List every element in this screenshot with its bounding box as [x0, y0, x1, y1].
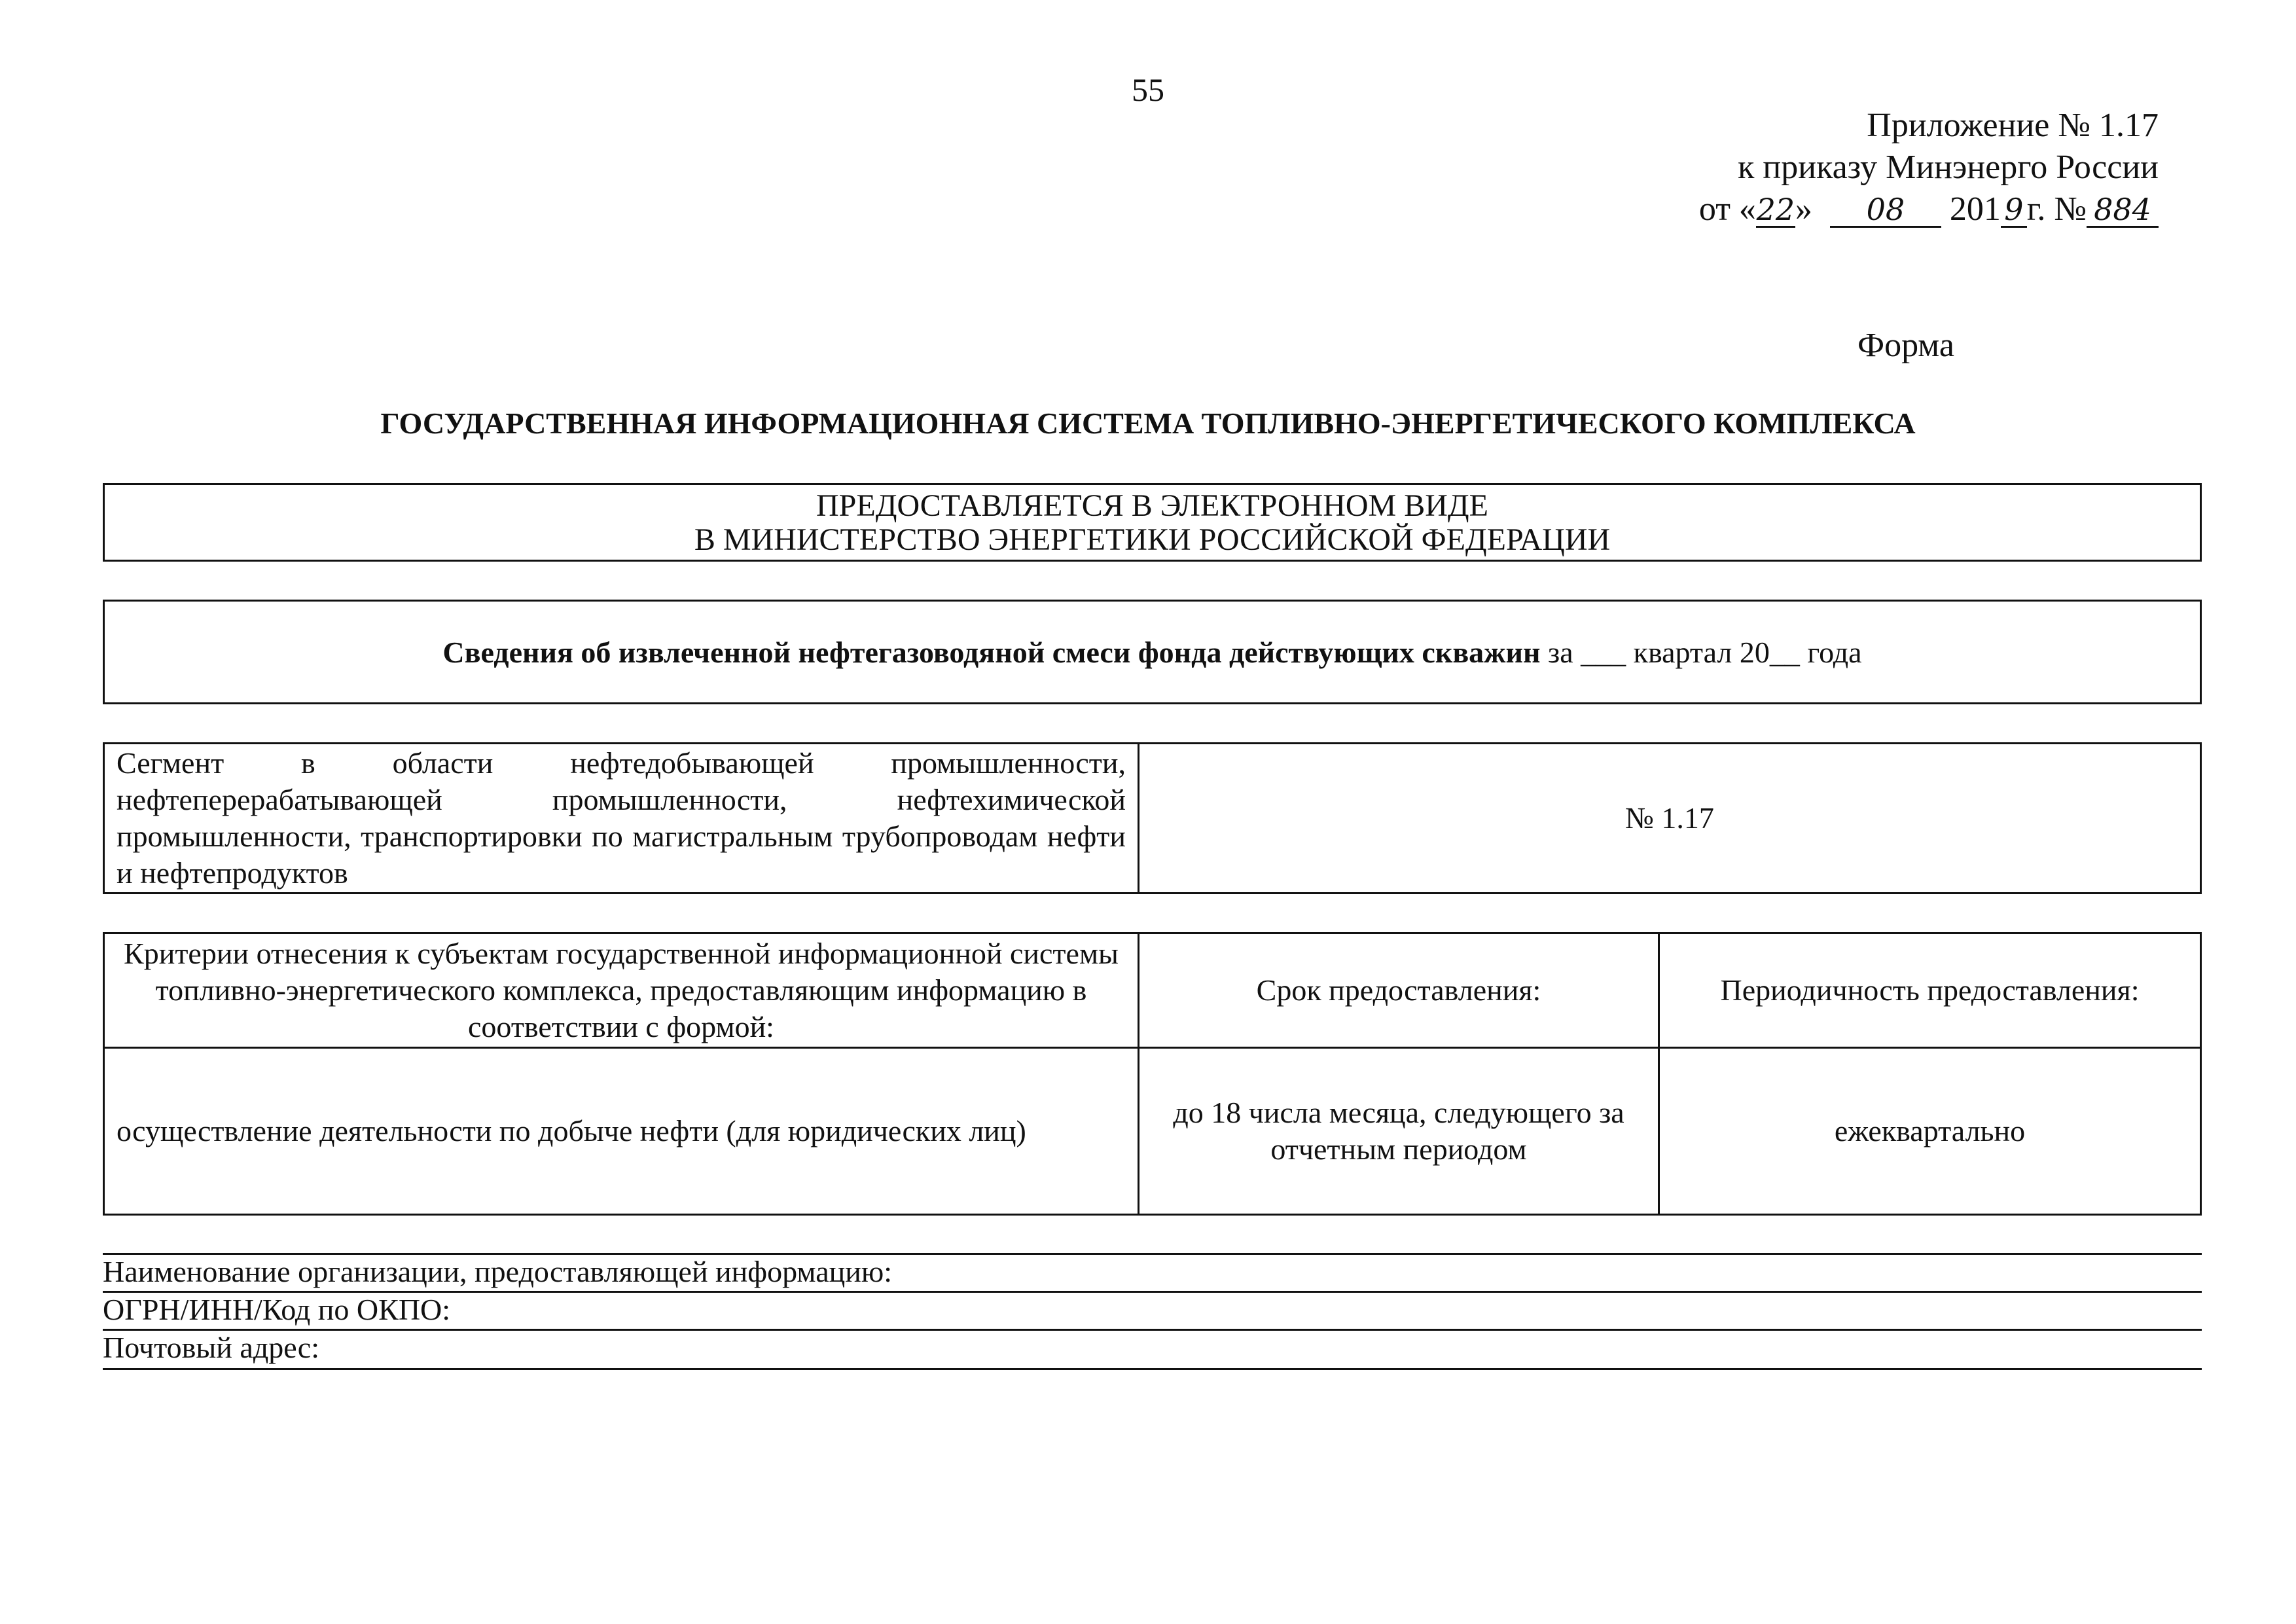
appendix-date-line — [1699, 189, 2159, 230]
report-title-bold: Сведения об извлеченной нефтегазоводяной смеси фонда действующих скважин — [442, 635, 1541, 669]
report-title-box — [103, 600, 2202, 704]
form-label: Форма — [1857, 327, 1954, 364]
handwritten-month: 08 — [1830, 193, 1941, 228]
criteria-header-row — [104, 933, 2201, 1048]
form-code: № 1.17 — [1139, 744, 2201, 893]
frequency-header: Периодичность предоставления: — [1659, 933, 2201, 1048]
deadline-value: до 18 числа месяца, следующего за отчетным периодом — [1139, 1048, 1659, 1215]
page-number: 55 — [1132, 71, 1164, 108]
criteria-value: осуществление деятельности по добыче нефти (для юридических лиц) — [104, 1048, 1139, 1215]
ogrn-inn-okpo-label: ОГРН/ИНН/Код по ОКПО: — [103, 1293, 451, 1326]
postal-address-label: Почтовый адрес: — [103, 1331, 319, 1364]
criteria-value-row — [104, 1048, 2201, 1215]
year-prefix: 201 — [1949, 190, 2001, 228]
deadline-header: Срок предоставления: — [1139, 933, 1659, 1048]
appendix-title: Приложение № 1.17 — [1867, 107, 2159, 144]
organization-name-label: Наименование организации, предоставляющей информацию: — [103, 1255, 892, 1288]
submission-line-2: В МИНИСТЕРСТВО ЭНЕРГЕТИКИ РОССИЙСКОЙ ФЕДЕРАЦИИ — [694, 522, 1611, 557]
appendix-header — [1699, 105, 2159, 230]
divider-line — [103, 1329, 2202, 1331]
submission-notice-box — [103, 483, 2202, 562]
date-close-quote: » — [1795, 190, 1812, 228]
handwritten-day: 22 — [1756, 192, 1795, 227]
date-from-label: от « — [1698, 190, 1756, 228]
handwritten-year-digit: 9 — [2001, 193, 2027, 228]
segment-table — [103, 742, 2202, 894]
system-title: ГОСУДАРСТВЕННАЯ ИНФОРМАЦИОННАЯ СИСТЕМА ТОПЛИВНО-ЭНЕРГЕТИЧЕСКОГО КОМПЛЕКСА — [380, 406, 1916, 440]
criteria-header: Критерии отнесения к субъектам государственной информационной системы топливно-энергетического комплекса, предоставляющим информацию в соответствии с формой: — [104, 933, 1139, 1048]
report-title — [442, 635, 1861, 670]
criteria-table — [103, 932, 2202, 1216]
order-number-label: г. № — [2026, 190, 2087, 228]
submission-line-1: ПРЕДОСТАВЛЯЕТСЯ В ЭЛЕКТРОННОМ ВИДЕ — [816, 488, 1488, 523]
divider-line — [103, 1368, 2202, 1370]
report-title-period: за ___ квартал 20__ года — [1540, 635, 1862, 669]
frequency-value: ежеквартально — [1659, 1048, 2201, 1215]
appendix-order-ref: к приказу Минэнерго России — [1738, 149, 2159, 186]
segment-description: Сегмент в области нефтедобывающей промышленности, нефтеперерабатывающей промышленности, нефтехимической промышленности, транспортировки по магистральным трубопроводам нефти и нефтепродуктов — [104, 744, 1139, 893]
handwritten-order-number: 884 — [2087, 193, 2159, 228]
